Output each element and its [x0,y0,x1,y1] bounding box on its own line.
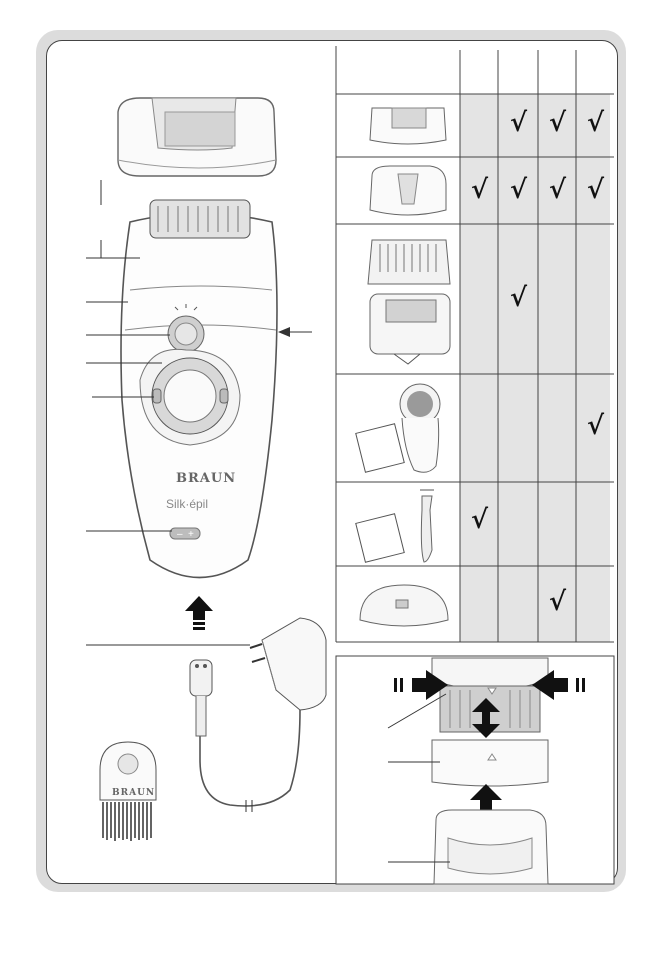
svg-text:+: + [188,529,194,540]
bikini-styler-thumb [356,490,434,562]
check-mark: √ [510,108,528,138]
massage-cap-thumb [370,166,446,215]
brush-brand: BRAUN [112,788,156,798]
charging-stand-thumb [360,585,448,626]
check-mark: √ [587,411,605,441]
check-mark: √ [549,108,567,138]
models-table [336,46,614,642]
charge-indicator [170,528,200,539]
brand-logo: BRAUN [176,471,237,486]
check-mark: √ [587,175,605,205]
insert-arrow [185,596,213,630]
cleaning-brush [100,742,156,841]
exfoliation-brush-thumb [356,384,440,472]
check-mark: √ [549,587,567,617]
check-mark: √ [510,175,528,205]
side-arrow [278,327,312,337]
charger [190,618,326,812]
epilator-body [121,200,277,578]
check-mark: √ [471,175,489,205]
check-mark: √ [471,505,489,535]
head-removal-diagram [336,656,614,884]
check-mark: √ [549,175,567,205]
check-mark: √ [587,108,605,138]
release-button [164,370,216,422]
efficiency-cap-thumb [370,108,446,144]
shaver-head-thumb [368,240,450,364]
svg-text:–: – [177,529,183,540]
efficiency-cap [118,98,276,176]
model-name: Silk·épil [166,497,209,511]
check-mark: √ [510,283,528,313]
